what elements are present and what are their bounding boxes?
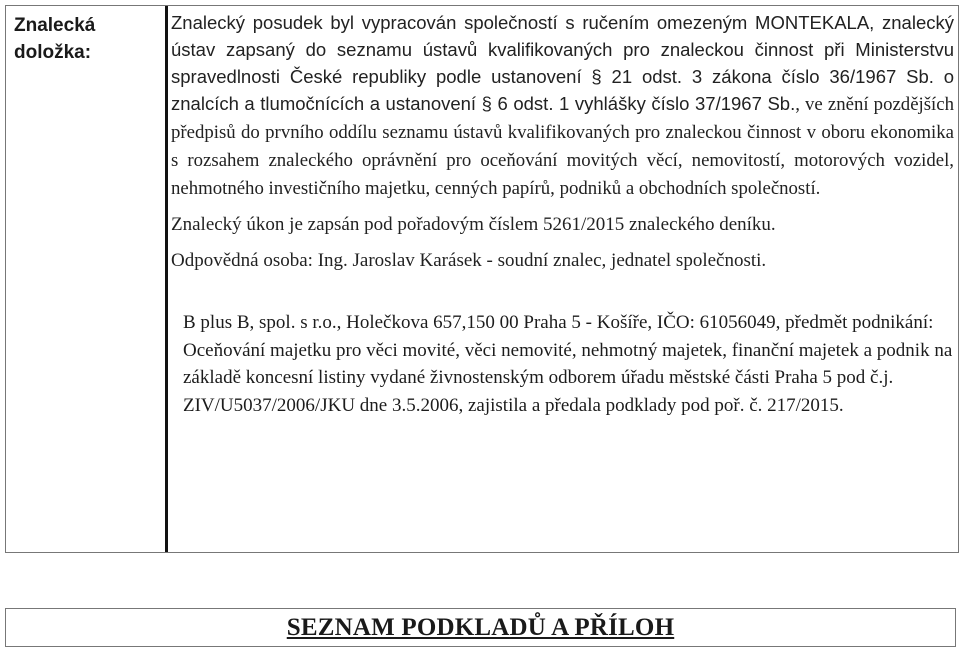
clause-paragraph-part2: , ve znění pozdějších předpisů do prvního oddílu seznamu ústavů kvalifikovaných pro znaleckou činnost v oboru ekonomika s rozsahem znaleckého oprávnění pro oceňování movitých věcí, nemovitostí, motorových vozidel, nehmotného investičního majetku, cenných papírů, podniků a obchodních společností. xyxy=(171,94,954,199)
expert-clause-table xyxy=(5,5,959,553)
clause-paragraph-main xyxy=(171,9,954,202)
clause-paragraph-part1: Znalecký posudek byl vypracován společností s ručením omezeným MONTEKALA, znalecký ústav zapsaný do seznamu ústavů kvalifikovaných pro znaleckou činnost při Ministerstvu spravedlnosti České republiky podle ustanovení § 21 odst. 3 zákona číslo 36/1967 Sb. o znalcích a tlumočnících a ustanovení § 6 odst. 1 vyhlášky číslo 37/1967 Sb. xyxy=(171,12,954,114)
clause-label: Znalecká doložka: xyxy=(6,6,168,552)
section-heading: SEZNAM PODKLADŮ A PŘÍLOH xyxy=(286,614,675,641)
section-heading-box xyxy=(5,608,956,647)
clause-content xyxy=(168,6,958,552)
responsible-person-line: Odpovědná osoba: Ing. Jaroslav Karásek - soudní znalec, jednatel společnosti. xyxy=(171,250,767,271)
record-line: Znalecký úkon je zapsán pod pořadovým číslem 5261/2015 znaleckého deníku. xyxy=(171,214,776,235)
bplusb-paragraph: B plus B, spol. s r.o., Holečkova 657,150 00 Praha 5 - Košíře, IČO: 61056049, předmět podnikání: Oceňování majetku pro věci movité, věci nemovité, nehmotný majetek, finanční majetek a podnik na základě koncesní listiny vydané živnostenským odborem úřadu městské části Praha 5 pod č.j. ZIV/U5037/2006/JKU dne 3.5.2006, zajistila a předala podklady pod poř. č. 217/2015. xyxy=(183,312,953,416)
